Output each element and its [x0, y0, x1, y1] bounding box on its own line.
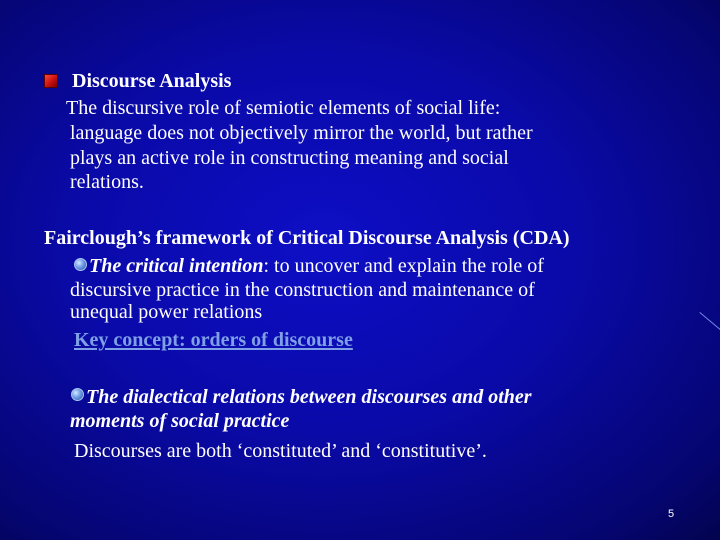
body-line-2: language does not objectively mirror the world, but rather [70, 122, 533, 144]
critical-intention-text: : to uncover and explain the role of [263, 255, 544, 277]
point1-line-3: unequal power relations [70, 301, 263, 323]
cda-framework-title: Fairclough’s framework of Critical Discourse Analysis (CDA) [44, 227, 570, 249]
key-concept-link[interactable]: Key concept: orders of discourse [74, 329, 353, 351]
critical-intention-line [89, 255, 544, 277]
heading-discourse-analysis: Discourse Analysis [72, 70, 232, 92]
decorative-line [699, 312, 720, 332]
discourses-statement: Discourses are both ‘constituted’ and ‘constitutive’. [74, 440, 487, 462]
circle-bullet-icon [71, 388, 84, 401]
body-line-1: The discursive role of semiotic elements of social life: [66, 97, 501, 119]
point1-line-2: discursive practice in the construction and maintenance of [70, 279, 535, 301]
page-number: 5 [668, 508, 675, 520]
dialectical-relations-line-2: moments of social practice [70, 410, 290, 432]
body-line-4: relations. [70, 171, 144, 193]
dialectical-relations-line-1: The dialectical relations between discourses and other [86, 386, 532, 408]
circle-bullet-icon [74, 258, 87, 271]
square-bullet-icon [44, 74, 58, 88]
body-line-3: plays an active role in constructing meaning and social [70, 147, 509, 169]
critical-intention-label: The critical intention [89, 255, 264, 277]
